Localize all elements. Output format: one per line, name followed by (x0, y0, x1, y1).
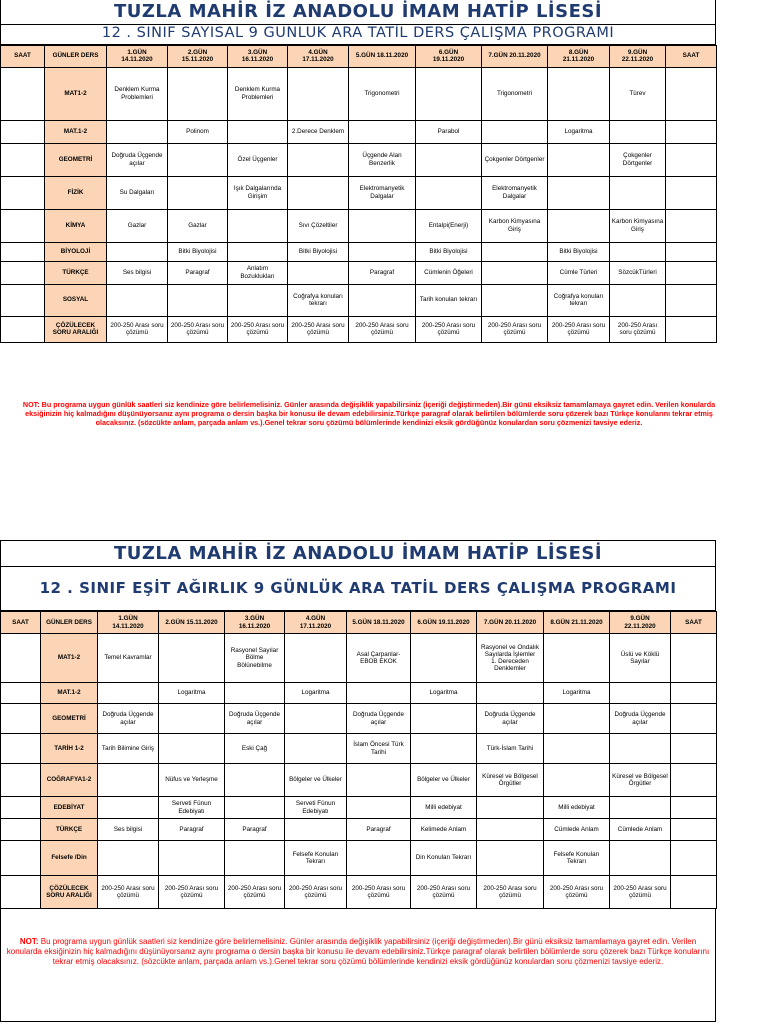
topic-cell (288, 261, 349, 284)
topic-cell: Doğruda Üçgende açılar (610, 704, 671, 734)
table-row (1, 797, 717, 819)
topic-cell (107, 284, 168, 316)
topic-cell: Gazlar (168, 209, 228, 242)
topic-cell (225, 841, 285, 876)
saat-cell (671, 634, 717, 683)
subject-cell: MAT.1-2 (41, 683, 98, 704)
topic-cell (168, 143, 228, 176)
esit-note-label: NOT: (19, 937, 39, 946)
topic-cell (107, 242, 168, 261)
saat-cell (1, 764, 41, 797)
subject-cell: TÜRKÇE (41, 819, 98, 841)
topic-cell (548, 176, 610, 209)
topic-cell: Cümle Türleri (548, 261, 610, 284)
topic-cell: Din Konuları Tekrarı (411, 841, 477, 876)
topic-cell (285, 634, 347, 683)
topic-cell: Coğrafya konuları tekrarı (288, 284, 349, 316)
topic-cell: Felsefe Konuları Tekrarı (285, 841, 347, 876)
saat-cell (1, 261, 45, 284)
topic-cell: Tarih Bilimine Giriş (98, 734, 159, 764)
topic-cell: 200-250 Arası soru çözümü (159, 876, 225, 909)
subject-cell: EDEBİYAT (41, 797, 98, 819)
day-header: 8.GÜN 21.11.2020 (544, 612, 610, 634)
saat-cell (671, 841, 717, 876)
topic-cell (225, 683, 285, 704)
saat-cell (1, 876, 41, 909)
subject-cell: MAT.1-2 (45, 120, 107, 143)
saat-cell (666, 176, 717, 209)
topic-cell: Rasyonel Sayılar Bölme Bölünebilme (225, 634, 285, 683)
saat-cell (666, 316, 717, 342)
topic-cell (225, 797, 285, 819)
topic-cell: Tarih konuları tekrarı (416, 284, 482, 316)
topic-cell: Küresel ve Bölgesel Örgütler (610, 764, 671, 797)
topic-cell: Bitki Biyolojisi (416, 242, 482, 261)
topic-cell: Çokgenler Dörtgenler (482, 143, 548, 176)
topic-cell (482, 242, 548, 261)
saat-cell (1, 242, 45, 261)
topic-cell (98, 841, 159, 876)
topic-cell (477, 797, 544, 819)
topic-cell: Cümlede Anlam (544, 819, 610, 841)
topic-cell: Milli edebiyat (411, 797, 477, 819)
topic-cell: Özel Üçgenler (228, 143, 288, 176)
topic-cell (159, 841, 225, 876)
topic-cell: Temel Kavramlar (98, 634, 159, 683)
topic-cell (610, 734, 671, 764)
topic-cell (416, 176, 482, 209)
topic-cell: Trigonometri (349, 67, 416, 120)
topic-cell: 200-250 Arası soru çözümü (548, 316, 610, 342)
esit-program (0, 540, 716, 1022)
table-row (1, 876, 717, 909)
saat-cell (666, 209, 717, 242)
subject-cell: GEOMETRİ (41, 704, 98, 734)
saat-cell (1, 284, 45, 316)
sayisal-title-table (0, 0, 716, 45)
topic-cell: Logaritma (548, 120, 610, 143)
saat-cell (1, 67, 45, 120)
topic-cell (349, 284, 416, 316)
sayisal-program-title: 12 . SINIF SAYISAL 9 GÜNLÜK ARA TATİL DERS ÇALIŞMA PROGRAMI (1, 24, 716, 44)
topic-cell: Gazlar (107, 209, 168, 242)
saat-header: SAAT (1, 612, 41, 634)
topic-cell: Doğruda Üçgende açılar (107, 143, 168, 176)
table-row (1, 634, 717, 683)
topic-cell: Paragraf (225, 819, 285, 841)
topic-cell (285, 704, 347, 734)
topic-cell (548, 67, 610, 120)
topic-cell: Logaritma (544, 683, 610, 704)
table-row (1, 819, 717, 841)
topic-cell: Ses bilgisi (98, 819, 159, 841)
saat-cell (1, 704, 41, 734)
topic-cell: 200-250 Arası soru çözümü (610, 876, 671, 909)
topic-cell (544, 764, 610, 797)
saat-cell (1, 120, 45, 143)
saat-cell (671, 764, 717, 797)
topic-cell (482, 261, 548, 284)
table-row (1, 242, 717, 261)
table-row (1, 261, 717, 284)
topic-cell: 200-250 Arası soru çözümü (416, 316, 482, 342)
topic-cell: Elektromanyetik Dalgalar (349, 176, 416, 209)
topic-cell: Sıvı Çözeltiler (288, 209, 349, 242)
table-row (1, 704, 717, 734)
topic-cell (349, 120, 416, 143)
topic-cell (416, 67, 482, 120)
topic-cell: Logaritma (159, 683, 225, 704)
topic-cell: Logaritma (285, 683, 347, 704)
topic-cell: Küresel ve Bölgesel Örgütler (477, 764, 544, 797)
topic-cell (159, 634, 225, 683)
day-header: 9.GÜN 22.11.2020 (610, 45, 666, 67)
table-row (1, 209, 717, 242)
subject-cell: TÜRKÇE (45, 261, 107, 284)
saat-cell (1, 634, 41, 683)
topic-cell: Milli edebiyat (544, 797, 610, 819)
sayisal-schedule-table (0, 45, 717, 343)
topic-cell: 200-250 Arası soru çözümü (107, 316, 168, 342)
topic-cell: Doğruda Üçgende açılar (225, 704, 285, 734)
topic-cell: 2.Derece Denklem (288, 120, 349, 143)
topic-cell (347, 683, 411, 704)
topic-cell (610, 683, 671, 704)
day-header: 7.GÜN 20.11.2020 (477, 612, 544, 634)
topic-cell: Anlatım Bozuklukları (228, 261, 288, 284)
topic-cell (610, 284, 666, 316)
topic-cell: 200-250 Arası soru çözümü (411, 876, 477, 909)
esit-note-text: Bu programa uygun günlük saatleri siz kendinize göre belirlemelisiniz. Günler arasında değişiklik yapabilirsiniz (içeriği değiştirmeden).Bir günü eksiksiz tamamlamaya gayret edin. Verilen konularda eksiğinizin hiç kalmadığını düşünüyorsanız aynı programa o dersin başka bir konusu ile devam edebilirsiniz.Türkçe paragraf olarak belirtilen bölümlerde soru çözerek bazı Türkçe konularını tekrar etmiş olacaksınız. (sözcükte anlam, parçada anlam vs.).Genel tekrar soru çözümü bölümlerinde kendinizi eksik gördüğünüz konulardan soru çözmenizi tavsiye ederiz. (6, 937, 710, 966)
topic-cell (610, 797, 671, 819)
topic-cell (107, 120, 168, 143)
saat-cell (666, 143, 717, 176)
topic-cell (288, 143, 349, 176)
table-row (1, 284, 717, 316)
topic-cell: Logaritma (411, 683, 477, 704)
topic-cell: 200-250 Arası soru çözümü (225, 876, 285, 909)
esit-school-title: TUZLA MAHİR İZ ANADOLU İMAM HATİP LİSESİ (1, 541, 716, 567)
topic-cell: Üslü ve Köklü Sayılar (610, 634, 671, 683)
topic-cell (477, 683, 544, 704)
day-header: 1.GÜN 14.11.2020 (98, 612, 159, 634)
day-header: 5.GÜN 18.11.2020 (347, 612, 411, 634)
topic-cell (285, 734, 347, 764)
topic-cell: Paragraf (347, 819, 411, 841)
subject-cell: SOSYAL (45, 284, 107, 316)
topic-cell (544, 704, 610, 734)
subject-cell: TARİH 1-2 (41, 734, 98, 764)
topic-cell: Entalpi(Enerji) (416, 209, 482, 242)
table-row (1, 120, 717, 143)
topic-cell: Türk-İslam Tarihi (477, 734, 544, 764)
topic-cell: Denklem Kurma Problemleri (107, 67, 168, 120)
saat-cell (671, 797, 717, 819)
table-row (1, 734, 717, 764)
table-row (1, 176, 717, 209)
topic-cell: Doğruda Üçgende açılar (347, 704, 411, 734)
topic-cell: 200-250 Arası soru çözümü (347, 876, 411, 909)
esit-title-table (0, 540, 716, 611)
topic-cell: Bitki Biyolojisi (288, 242, 349, 261)
day-header: 2.GÜN 15.11.2020 (159, 612, 225, 634)
saat-cell (1, 143, 45, 176)
topic-cell (288, 176, 349, 209)
topic-cell (159, 734, 225, 764)
topic-cell (347, 797, 411, 819)
topic-cell: 200-250 Arası soru çözümü (349, 316, 416, 342)
topic-cell (349, 209, 416, 242)
day-header: 7.GÜN 20.11.2020 (482, 45, 548, 67)
topic-cell (610, 841, 671, 876)
subject-cell: FİZİK (45, 176, 107, 209)
subject-cell: KİMYA (45, 209, 107, 242)
topic-cell: 200-250 Arası soru çözümü (288, 316, 349, 342)
topic-cell (228, 209, 288, 242)
topic-cell: Coğrafya konuları tekrarı (548, 284, 610, 316)
topic-cell: Su Dalgaları (107, 176, 168, 209)
topic-cell (349, 242, 416, 261)
topic-cell: Eski Çağ (225, 734, 285, 764)
topic-cell: İslam Öncesi Türk Tarihi (347, 734, 411, 764)
sayisal-note-label: NOT: (22, 400, 40, 409)
topic-cell (228, 242, 288, 261)
topic-cell: Üçgende Alan Benzerlik (349, 143, 416, 176)
day-header: 8.GÜN 21.11.2020 (548, 45, 610, 67)
saat-cell (1, 316, 45, 342)
topic-cell (168, 176, 228, 209)
sayisal-note-text: Bu programa uygun günlük saatleri siz kendinize göre belirlemelisiniz. Günler arasında değişiklik yapabilirsiniz (içeriği değiştirmeden).Bir günü eksiksiz tamamlamaya gayret edin. Verilen konularda eksiğinizin hiç kalmadığını düşünüyorsanız aynı programa o dersin başka bir konusu ile devam edebilirsiniz.Türkçe paragraf olarak belirtilen bölümlerde soru çözerek bazı Türkçe konularını tekrar etmiş olacaksınız. (sözcükte anlam, parçada anlam vs.).Genel tekrar soru çözümü bölümlerinde kendinizi eksik gördüğünüz konulardan soru çözmenizi tavsiye ederiz. (25, 400, 716, 427)
topic-cell: Bitki Biyolojisi (168, 242, 228, 261)
topic-cell: Cümlede Anlam (610, 819, 671, 841)
topic-cell: Kelimede Anlam (411, 819, 477, 841)
sayisal-school-title: TUZLA MAHİR İZ ANADOLU İMAM HATİP LİSESİ (1, 0, 716, 24)
topic-cell: Doğruda Üçgende açılar (477, 704, 544, 734)
topic-cell (416, 143, 482, 176)
topic-cell: Felsefe Konuları Tekrarı (544, 841, 610, 876)
day-header: 6.GÜN 19.11.2020 (411, 612, 477, 634)
topic-cell (228, 120, 288, 143)
topic-cell: Asal Çarpanlar- EBOB EKOK (347, 634, 411, 683)
topic-cell: Serveti Fünun Edebiyatı (285, 797, 347, 819)
topic-cell: Rasyonel ve Ondalık Sayılarda İşlemler 1. Dereceden Denklemler (477, 634, 544, 683)
topic-cell: Ses bilgisi (107, 261, 168, 284)
topic-cell (610, 176, 666, 209)
saat-cell (666, 67, 717, 120)
saat-cell (1, 734, 41, 764)
topic-cell: 200-250 Arası soru çözümü (228, 316, 288, 342)
topic-cell (228, 284, 288, 316)
subject-cell: ÇÖZÜLECEK SORU ARALIĞI (45, 316, 107, 342)
day-header: 5.GÜN 18.11.2020 (349, 45, 416, 67)
topic-cell: Çokgenler Dörtgenler (610, 143, 666, 176)
topic-cell (98, 764, 159, 797)
topic-cell: Bölgeler ve Ülkeler (411, 764, 477, 797)
saat-cell (671, 819, 717, 841)
saat-cell (666, 261, 717, 284)
saat-cell (671, 734, 717, 764)
topic-cell: Türev (610, 67, 666, 120)
saat-header: SAAT (671, 612, 717, 634)
subject-cell: COĞRAFYA1-2 (41, 764, 98, 797)
subject-cell: MAT1-2 (41, 634, 98, 683)
saat-cell (666, 242, 717, 261)
saat-cell (1, 797, 41, 819)
topic-cell: SözcükTürleri (610, 261, 666, 284)
sayisal-note (0, 400, 738, 427)
topic-cell (482, 120, 548, 143)
table-row (1, 764, 717, 797)
topic-cell: Serveti Fünun Edebiyatı (159, 797, 225, 819)
esit-schedule-table (0, 611, 717, 909)
gunler-ders-header: GÜNLER DERS (45, 45, 107, 67)
table-row (1, 841, 717, 876)
topic-cell: 200-250 Arası soru çözümü (610, 316, 666, 342)
topic-cell: Doğruda Üçgende açılar (98, 704, 159, 734)
gunler-ders-header: GÜNLER DERS (41, 612, 98, 634)
topic-cell (548, 209, 610, 242)
saat-cell (1, 683, 41, 704)
saat-cell (671, 876, 717, 909)
topic-cell: 200-250 Arası soru çözümü (168, 316, 228, 342)
topic-cell (411, 734, 477, 764)
topic-cell: Bölgeler ve Ülkeler (285, 764, 347, 797)
saat-cell (1, 176, 45, 209)
day-header: 4.GÜN 17.11.2020 (285, 612, 347, 634)
esit-note (0, 909, 716, 1022)
topic-cell: 200-250 Arası soru çözümü (285, 876, 347, 909)
topic-cell: Elektromanyetik Dalgalar (482, 176, 548, 209)
table-row (1, 316, 717, 342)
topic-cell: 200-250 Arası soru çözümü (477, 876, 544, 909)
table-row (1, 67, 717, 120)
saat-cell (1, 841, 41, 876)
saat-header: SAAT (1, 45, 45, 67)
table-row (1, 683, 717, 704)
topic-cell (482, 284, 548, 316)
table-row (1, 143, 717, 176)
topic-cell: Polinom (168, 120, 228, 143)
topic-cell: Karbon Kimyasına Giriş (482, 209, 548, 242)
day-header: 9.GÜN 22.11.2020 (610, 612, 671, 634)
topic-cell (347, 764, 411, 797)
topic-cell: Paragraf (349, 261, 416, 284)
topic-cell (411, 634, 477, 683)
topic-cell (411, 704, 477, 734)
day-header: 3.GÜN 16.11.2020 (225, 612, 285, 634)
day-header: 3.GÜN 16.11.2020 (228, 45, 288, 67)
topic-cell (544, 634, 610, 683)
topic-cell (288, 67, 349, 120)
topic-cell: 200-250 Arası soru çözümü (544, 876, 610, 909)
topic-cell (168, 67, 228, 120)
subject-cell: Felsefe /Din (41, 841, 98, 876)
topic-cell (548, 143, 610, 176)
day-header: 2.GÜN 15.11.2020 (168, 45, 228, 67)
sayisal-program (0, 0, 716, 343)
saat-cell (1, 819, 41, 841)
topic-cell: Cümlenin Öğeleri (416, 261, 482, 284)
topic-cell (610, 120, 666, 143)
topic-cell: Karbon Kimyasına Giriş (610, 209, 666, 242)
topic-cell: Işık Dalgalarında Girişim (228, 176, 288, 209)
topic-cell (285, 819, 347, 841)
subject-cell: GEOMETRİ (45, 143, 107, 176)
topic-cell (477, 819, 544, 841)
topic-cell: Denklem Kurma Problemleri (228, 67, 288, 120)
saat-cell (671, 704, 717, 734)
topic-cell: Bitki Biyolojisi (548, 242, 610, 261)
day-header: 1.GÜN 14.11.2020 (107, 45, 168, 67)
topic-cell: 200-250 Arası soru çözümü (98, 876, 159, 909)
saat-cell (671, 683, 717, 704)
topic-cell (610, 242, 666, 261)
subject-cell: MAT1-2 (45, 67, 107, 120)
topic-cell (225, 764, 285, 797)
saat-cell (1, 209, 45, 242)
topic-cell: Trigonometri (482, 67, 548, 120)
topic-cell (168, 284, 228, 316)
topic-cell: Paragraf (159, 819, 225, 841)
topic-cell: Nüfus ve Yerleşme (159, 764, 225, 797)
topic-cell: 200-250 Arası soru çözümü (482, 316, 548, 342)
topic-cell (159, 704, 225, 734)
esit-program-title: 12 . SINIF EŞİT AĞIRLIK 9 GÜNLÜK ARA TATİL DERS ÇALIŞMA PROGRAMI (1, 567, 716, 611)
topic-cell (98, 683, 159, 704)
saat-cell (666, 120, 717, 143)
saat-header: SAAT (666, 45, 717, 67)
topic-cell (477, 841, 544, 876)
topic-cell (98, 797, 159, 819)
topic-cell: Parabol (416, 120, 482, 143)
subject-cell: ÇÖZÜLECEK SORU ARALIĞI (41, 876, 98, 909)
topic-cell (544, 734, 610, 764)
day-header: 6.GÜN 19.11.2020 (416, 45, 482, 67)
subject-cell: BİYOLOJİ (45, 242, 107, 261)
topic-cell: Paragraf (168, 261, 228, 284)
day-header: 4.GÜN 17.11.2020 (288, 45, 349, 67)
topic-cell (347, 841, 411, 876)
saat-cell (666, 284, 717, 316)
